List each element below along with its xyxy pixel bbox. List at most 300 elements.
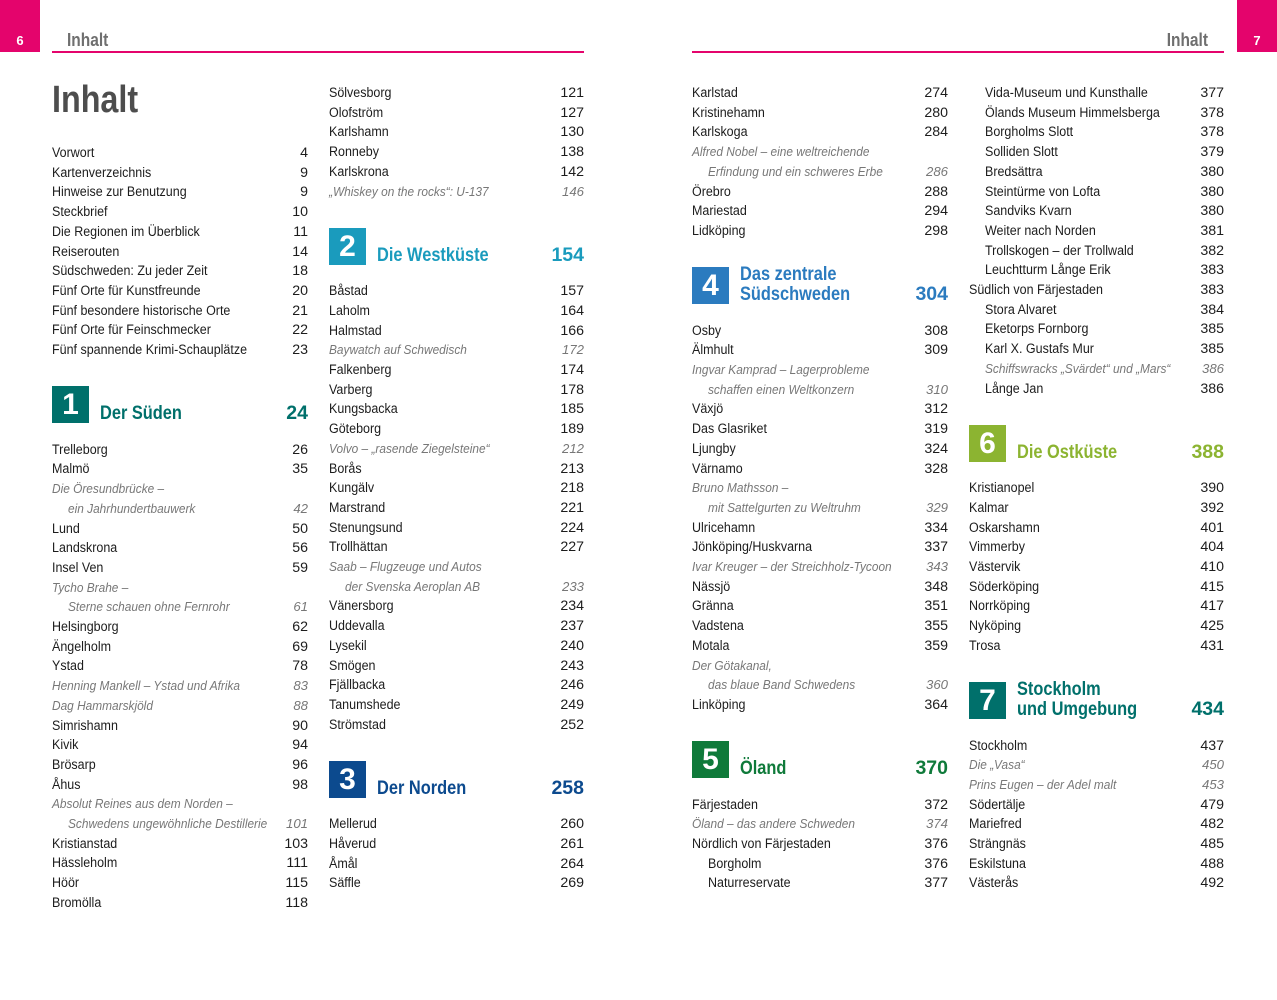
entry-title: Lund — [52, 520, 80, 537]
toc-feature-entry[interactable] — [52, 597, 308, 617]
toc-entry[interactable] — [692, 103, 948, 123]
entry-title: Brösarp — [52, 756, 96, 773]
chapter-page-number: 388 — [1191, 440, 1224, 463]
entry-title: Långe Jan — [985, 380, 1044, 397]
entry-page-number: 62 — [292, 619, 308, 635]
entry-title: Die Öresundbrücke – — [52, 481, 165, 497]
entry-title: Karlshamn — [329, 124, 389, 141]
toc-entry[interactable] — [329, 656, 584, 676]
entry-title: Hässleholm — [52, 855, 118, 872]
entry-page-number: 227 — [560, 539, 584, 556]
entry-title: Nässjö — [692, 578, 731, 595]
toc-entry[interactable] — [692, 340, 948, 360]
entry-title: Helsingborg — [52, 619, 119, 635]
toc-entry[interactable] — [329, 122, 584, 142]
entry-page-number: 360 — [925, 677, 948, 693]
toc-entry[interactable] — [969, 142, 1224, 162]
toc-feature-entry[interactable] — [692, 498, 948, 518]
toc-entry[interactable] — [692, 596, 948, 616]
toc-entry[interactable] — [969, 319, 1224, 339]
toc-feature-entry[interactable] — [329, 340, 584, 360]
toc-entry[interactable] — [692, 459, 948, 479]
toc-entry[interactable] — [52, 301, 308, 321]
entry-title: Ivar Kreuger – der Streichholz-Tycoon — [692, 559, 892, 574]
toc-feature-entry[interactable] — [52, 676, 308, 696]
entry-title: Håverud — [329, 836, 377, 852]
entry-title: Steckbrief — [52, 204, 108, 221]
entry-title: mit Sattelgurten zu Weltruhm — [708, 499, 861, 515]
toc-entry[interactable] — [969, 557, 1224, 577]
toc-entry[interactable] — [52, 735, 308, 755]
entry-title: Trelleborg — [52, 441, 108, 458]
toc-entry[interactable] — [52, 893, 308, 913]
toc-feature-entry[interactable] — [329, 439, 584, 459]
toc-entry[interactable] — [52, 440, 308, 460]
toc-entry[interactable] — [329, 478, 584, 498]
toc-entry[interactable] — [969, 103, 1224, 123]
chapter-title-line: Das zentrale — [740, 263, 837, 286]
toc-entry[interactable] — [969, 854, 1224, 874]
entry-title: Hinweise zur Benutzung — [52, 184, 187, 201]
entry-title: Vänersborg — [329, 598, 394, 615]
entry-title: Örebro — [692, 183, 731, 200]
toc-entry[interactable] — [52, 755, 308, 775]
entry-page-number: 246 — [560, 677, 584, 694]
entry-title: Insel Ven — [52, 559, 104, 576]
entry-title: Nyköping — [969, 618, 1022, 635]
entry-title: Älmhult — [692, 342, 734, 359]
toc-entry[interactable] — [52, 222, 308, 242]
toc-entry[interactable] — [52, 459, 308, 479]
toc-entry[interactable] — [329, 834, 584, 854]
entry-page-number: 377 — [1200, 85, 1224, 101]
entry-page-number: 453 — [1201, 776, 1224, 792]
toc-entry[interactable] — [329, 301, 584, 321]
toc-entry[interactable] — [692, 854, 948, 874]
entry-page-number: 386 — [1201, 360, 1224, 376]
toc-entry[interactable] — [329, 636, 584, 656]
entry-title: Växjö — [692, 401, 724, 418]
toc-entry[interactable] — [329, 814, 584, 834]
toc-entry[interactable] — [692, 321, 948, 341]
toc-feature-entry[interactable] — [692, 142, 948, 162]
toc-feature-entry[interactable] — [329, 182, 584, 202]
toc-entry[interactable] — [52, 538, 308, 558]
entry-page-number: 240 — [560, 637, 584, 654]
toc-feature-entry[interactable] — [692, 656, 948, 676]
entry-page-number: 20 — [292, 282, 308, 299]
toc-entry[interactable] — [329, 695, 584, 715]
toc-entry[interactable] — [52, 617, 308, 637]
toc-entry[interactable] — [969, 260, 1224, 280]
toc-entry[interactable] — [969, 83, 1224, 103]
toc-entry[interactable] — [692, 182, 948, 202]
toc-entry[interactable] — [692, 834, 948, 854]
entry-page-number: 4 — [300, 145, 308, 161]
toc-entry[interactable] — [969, 498, 1224, 518]
chapter-title — [100, 403, 182, 423]
entry-page-number: 417 — [1200, 598, 1224, 615]
chapter-heading-1[interactable] — [52, 386, 308, 426]
toc-entry[interactable] — [692, 419, 948, 439]
entry-page-number: 298 — [924, 222, 948, 239]
entry-page-number: 261 — [560, 836, 584, 852]
toc-entry[interactable] — [52, 202, 308, 222]
toc-entry[interactable] — [329, 459, 584, 479]
toc-column-2 — [329, 0, 584, 1000]
toc-entry[interactable] — [329, 360, 584, 380]
toc-entry[interactable] — [329, 142, 584, 162]
entry-page-number: 69 — [292, 638, 308, 655]
chapter-title-line: Öland — [740, 757, 787, 780]
chapter-title-line: Die Westküste — [377, 243, 489, 266]
chapter-number-box: 4 — [692, 267, 729, 304]
chapter-heading-7[interactable] — [969, 678, 1224, 722]
toc-entry[interactable] — [692, 83, 948, 103]
entry-page-number: 189 — [560, 421, 584, 438]
toc-entry[interactable] — [969, 300, 1224, 320]
entry-page-number: 390 — [1200, 480, 1224, 497]
toc-entry[interactable] — [692, 873, 948, 893]
entry-page-number: 26 — [292, 441, 308, 458]
toc-entry[interactable] — [329, 380, 584, 400]
entry-title: Ystad — [52, 658, 84, 675]
entry-title: Smögen — [329, 657, 376, 674]
toc-entry[interactable] — [969, 478, 1224, 498]
toc-entry[interactable] — [969, 221, 1224, 241]
toc-entry[interactable] — [52, 320, 308, 340]
toc-entry[interactable] — [969, 834, 1224, 854]
toc-entry[interactable] — [969, 201, 1224, 221]
toc-feature-entry[interactable] — [329, 557, 584, 577]
entry-page-number: 218 — [560, 480, 584, 497]
entry-title: Prins Eugen – der Adel malt — [969, 776, 1117, 792]
toc-feature-entry[interactable] — [969, 775, 1224, 795]
entry-title: Leuchtturm Långe Erik — [985, 262, 1111, 279]
toc-entry[interactable] — [329, 854, 584, 874]
entry-page-number: 348 — [924, 578, 948, 595]
toc-entry[interactable] — [329, 518, 584, 538]
toc-feature-entry[interactable] — [52, 578, 308, 598]
entry-title: das blaue Band Schwedens — [708, 677, 856, 693]
entry-page-number: 308 — [924, 322, 948, 339]
entry-title: Simrishamn — [52, 717, 118, 734]
entry-page-number: 386 — [1200, 380, 1224, 397]
toc-entry[interactable] — [52, 281, 308, 301]
entry-page-number: 56 — [292, 540, 308, 557]
toc-feature-entry[interactable] — [692, 380, 948, 400]
entry-title: Strömstad — [329, 716, 386, 733]
toc-entry[interactable] — [969, 339, 1224, 359]
entry-page-number: 233 — [561, 578, 584, 594]
toc-entry[interactable] — [969, 736, 1224, 756]
entry-title: Marstrand — [329, 499, 386, 516]
entry-title: Fünf besondere historische Orte — [52, 302, 231, 319]
entry-title: Steintürme von Lofta — [985, 183, 1101, 200]
toc-column-3 — [692, 0, 948, 1000]
toc-feature-entry[interactable] — [52, 696, 308, 716]
toc-entry[interactable] — [692, 537, 948, 557]
entry-page-number: 101 — [285, 816, 308, 831]
entry-page-number: 164 — [560, 302, 584, 319]
toc-entry[interactable] — [692, 795, 948, 815]
chapter-title-line: Stockholm — [1017, 678, 1101, 701]
toc-entry[interactable] — [329, 103, 584, 123]
entry-title: Die „Vasa“ — [969, 757, 1025, 773]
toc-feature-entry[interactable] — [329, 577, 584, 597]
toc-entry[interactable] — [52, 261, 308, 281]
entry-title: Henning Mankell – Ystad und Afrika — [52, 678, 241, 694]
toc-feature-entry[interactable] — [692, 675, 948, 695]
toc-entry[interactable] — [52, 182, 308, 202]
toc-entry[interactable] — [52, 558, 308, 578]
entry-title: Baywatch auf Schwedisch — [329, 342, 467, 358]
entry-title: Ronneby — [329, 144, 379, 161]
entry-title: Fünf Orte für Feinschmecker — [52, 322, 211, 339]
toc-entry[interactable] — [329, 419, 584, 439]
entry-page-number: 392 — [1200, 499, 1224, 516]
entry-page-number: 328 — [924, 460, 948, 477]
chapter-number-box: 1 — [52, 386, 89, 423]
toc-feature-entry[interactable] — [969, 755, 1224, 775]
toc-entry[interactable] — [329, 399, 584, 419]
entry-page-number: 376 — [924, 855, 948, 872]
chapter-number-box: 2 — [329, 228, 366, 265]
entry-page-number: 98 — [292, 776, 308, 793]
toc-feature-entry[interactable] — [692, 162, 948, 182]
toc-feature-entry[interactable] — [692, 557, 948, 577]
entry-page-number: 378 — [1200, 124, 1224, 141]
toc-entry[interactable] — [329, 873, 584, 893]
toc-entry[interactable] — [692, 636, 948, 656]
toc-entry[interactable] — [329, 715, 584, 735]
entry-page-number: 21 — [292, 302, 308, 319]
toc-entry[interactable] — [329, 596, 584, 616]
entry-page-number: 264 — [560, 855, 584, 872]
toc-entry[interactable] — [969, 280, 1224, 300]
chapter-heading-4[interactable] — [692, 263, 948, 307]
toc-column-1 — [52, 0, 308, 1000]
entry-title: „Whiskey on the rocks“: U-137 — [329, 183, 489, 199]
entry-page-number: 337 — [924, 539, 948, 556]
toc-entry[interactable] — [329, 281, 584, 301]
toc-entry[interactable] — [52, 519, 308, 539]
entry-page-number: 334 — [924, 519, 948, 536]
entry-page-number: 329 — [925, 499, 948, 515]
entry-page-number: 18 — [292, 263, 308, 280]
entry-title: Reiserouten — [52, 243, 120, 260]
entry-page-number: 234 — [560, 598, 584, 615]
entry-title: Norrköping — [969, 598, 1031, 615]
toc-entry[interactable] — [969, 596, 1224, 616]
entry-page-number: 83 — [293, 678, 308, 694]
entry-title: Sterne schauen ohne Fernrohr — [68, 599, 230, 615]
entry-title: Malmö — [52, 461, 90, 478]
entry-title: Südlich von Färjestaden — [969, 282, 1103, 298]
chapter-title-line: Der Norden — [377, 776, 467, 799]
entry-title: Kristianstad — [52, 835, 118, 852]
entry-title: Kristinehamn — [692, 104, 765, 121]
toc-entry[interactable] — [52, 163, 308, 183]
entry-title: Kivik — [52, 737, 79, 754]
entry-page-number: 111 — [286, 855, 308, 872]
entry-page-number: 121 — [560, 85, 584, 101]
entry-title: Die Regionen im Überblick — [52, 223, 200, 240]
entry-page-number: 269 — [560, 875, 584, 892]
entry-page-number: 383 — [1200, 282, 1224, 298]
toc-entry[interactable] — [692, 695, 948, 715]
entry-page-number: 410 — [1200, 559, 1224, 575]
entry-title: Vida-Museum und Kunsthalle — [985, 85, 1148, 101]
toc-entry[interactable] — [692, 399, 948, 419]
entry-title: Jönköping/Huskvarna — [692, 539, 813, 556]
entry-page-number: 115 — [285, 875, 308, 892]
toc-entry[interactable] — [969, 241, 1224, 261]
entry-page-number: 288 — [924, 183, 948, 200]
entry-page-number: 319 — [924, 421, 948, 438]
toc-entry[interactable] — [52, 637, 308, 657]
toc-entry[interactable] — [52, 873, 308, 893]
toc-entry[interactable] — [52, 340, 308, 360]
entry-title: Göteborg — [329, 421, 382, 438]
entry-title: Eketorps Fornborg — [985, 321, 1089, 338]
toc-entry[interactable] — [969, 814, 1224, 834]
left-page-number: 6 — [0, 0, 40, 52]
toc-feature-entry[interactable] — [52, 814, 308, 834]
entry-page-number: 142 — [560, 163, 584, 180]
toc-entry[interactable] — [329, 675, 584, 695]
toc-entry[interactable] — [329, 162, 584, 182]
entry-title: Absolut Reines aus dem Norden – — [52, 796, 233, 812]
toc-feature-entry[interactable] — [692, 814, 948, 834]
entry-title: Sandviks Kvarn — [985, 203, 1072, 220]
toc-feature-entry[interactable] — [52, 794, 308, 814]
toc-entry[interactable] — [969, 873, 1224, 893]
entry-page-number: 383 — [1200, 262, 1224, 279]
toc-entry[interactable] — [52, 775, 308, 795]
chapter-number-box: 3 — [329, 761, 366, 798]
entry-page-number: 130 — [560, 124, 584, 141]
chapter-page-number: 154 — [551, 243, 584, 266]
toc-entry[interactable] — [692, 122, 948, 142]
entry-title: Sölvesborg — [329, 85, 392, 101]
entry-title: Naturreservate — [708, 875, 791, 892]
chapter-heading-6[interactable] — [969, 425, 1224, 465]
entry-page-number: 35 — [292, 461, 308, 478]
entry-page-number: 450 — [1201, 757, 1224, 773]
toc-entry[interactable] — [692, 201, 948, 221]
toc-entry[interactable] — [692, 518, 948, 538]
entry-title: Säffle — [329, 875, 361, 892]
toc-feature-entry[interactable] — [969, 359, 1224, 379]
entry-title: Eskilstuna — [969, 855, 1026, 872]
entry-page-number: 103 — [284, 835, 308, 852]
toc-entry[interactable] — [969, 182, 1224, 202]
entry-page-number: 425 — [1200, 618, 1224, 635]
entry-page-number: 252 — [560, 716, 584, 733]
left-running-head: Inhalt — [67, 30, 109, 50]
toc-entry[interactable] — [969, 537, 1224, 557]
entry-page-number: 221 — [560, 499, 584, 516]
toc-entry[interactable] — [52, 242, 308, 262]
toc-entry[interactable] — [52, 656, 308, 676]
entry-page-number: 280 — [924, 104, 948, 121]
entry-page-number: 96 — [292, 756, 308, 773]
toc-entry[interactable] — [329, 616, 584, 636]
entry-title: Falkenberg — [329, 362, 392, 378]
chapter-number-box: 6 — [969, 425, 1006, 462]
entry-title: Stockholm — [969, 737, 1028, 754]
entry-title: Kristianopel — [969, 480, 1035, 497]
toc-entry[interactable] — [969, 577, 1224, 597]
entry-page-number: 372 — [924, 796, 948, 813]
toc-entry[interactable] — [52, 716, 308, 736]
toc-feature-entry[interactable] — [692, 360, 948, 380]
toc-entry[interactable] — [52, 143, 308, 163]
entry-page-number: 88 — [293, 697, 308, 713]
toc-entry[interactable] — [329, 498, 584, 518]
toc-entry[interactable] — [692, 221, 948, 241]
toc-entry[interactable] — [969, 379, 1224, 399]
chapter-title — [1017, 679, 1137, 719]
entry-page-number: 492 — [1200, 875, 1224, 892]
entry-title: Vorwort — [52, 145, 95, 161]
chapter-heading-3[interactable] — [329, 761, 584, 801]
entry-page-number: 9 — [300, 164, 308, 181]
toc-entry[interactable] — [969, 518, 1224, 538]
toc-entry[interactable] — [52, 834, 308, 854]
toc-entry[interactable] — [969, 162, 1224, 182]
entry-title: Åhus — [52, 776, 81, 793]
entry-page-number: 294 — [924, 203, 948, 220]
toc-entry[interactable] — [329, 83, 584, 103]
entry-title: Ängelholm — [52, 638, 112, 655]
toc-entry[interactable] — [969, 795, 1224, 815]
entry-page-number: 243 — [560, 657, 584, 674]
toc-entry[interactable] — [969, 122, 1224, 142]
toc-feature-entry[interactable] — [52, 479, 308, 499]
toc-entry[interactable] — [692, 439, 948, 459]
toc-feature-entry[interactable] — [52, 499, 308, 519]
toc-entry[interactable] — [692, 577, 948, 597]
entry-title: Kungälv — [329, 480, 375, 497]
entry-title: Fünf spannende Krimi-Schauplätze — [52, 342, 248, 358]
chapter-heading-2[interactable] — [329, 228, 584, 268]
toc-entry[interactable] — [969, 616, 1224, 636]
entry-page-number: 343 — [925, 559, 948, 574]
entry-page-number: 59 — [292, 559, 308, 576]
entry-title: Karlstad — [692, 85, 738, 101]
entry-title: Mariestad — [692, 203, 747, 220]
entry-title: Vadstena — [692, 618, 744, 635]
entry-title: Bruno Mathsson – — [692, 480, 789, 496]
chapter-number-box: 7 — [969, 682, 1006, 719]
entry-page-number: 355 — [924, 618, 948, 635]
entry-title: Ulricehamn — [692, 519, 756, 536]
toc-entry[interactable] — [52, 853, 308, 873]
entry-page-number: 377 — [924, 875, 948, 892]
toc-feature-entry[interactable] — [692, 478, 948, 498]
entry-page-number: 385 — [1200, 341, 1224, 358]
entry-title: Kungsbacka — [329, 401, 398, 418]
chapter-heading-5[interactable] — [692, 741, 948, 781]
toc-entry[interactable] — [692, 616, 948, 636]
toc-entry[interactable] — [969, 636, 1224, 656]
chapter-title — [740, 264, 850, 304]
toc-entry[interactable] — [329, 321, 584, 341]
entry-page-number: 138 — [560, 144, 584, 161]
toc-entry[interactable] — [329, 537, 584, 557]
